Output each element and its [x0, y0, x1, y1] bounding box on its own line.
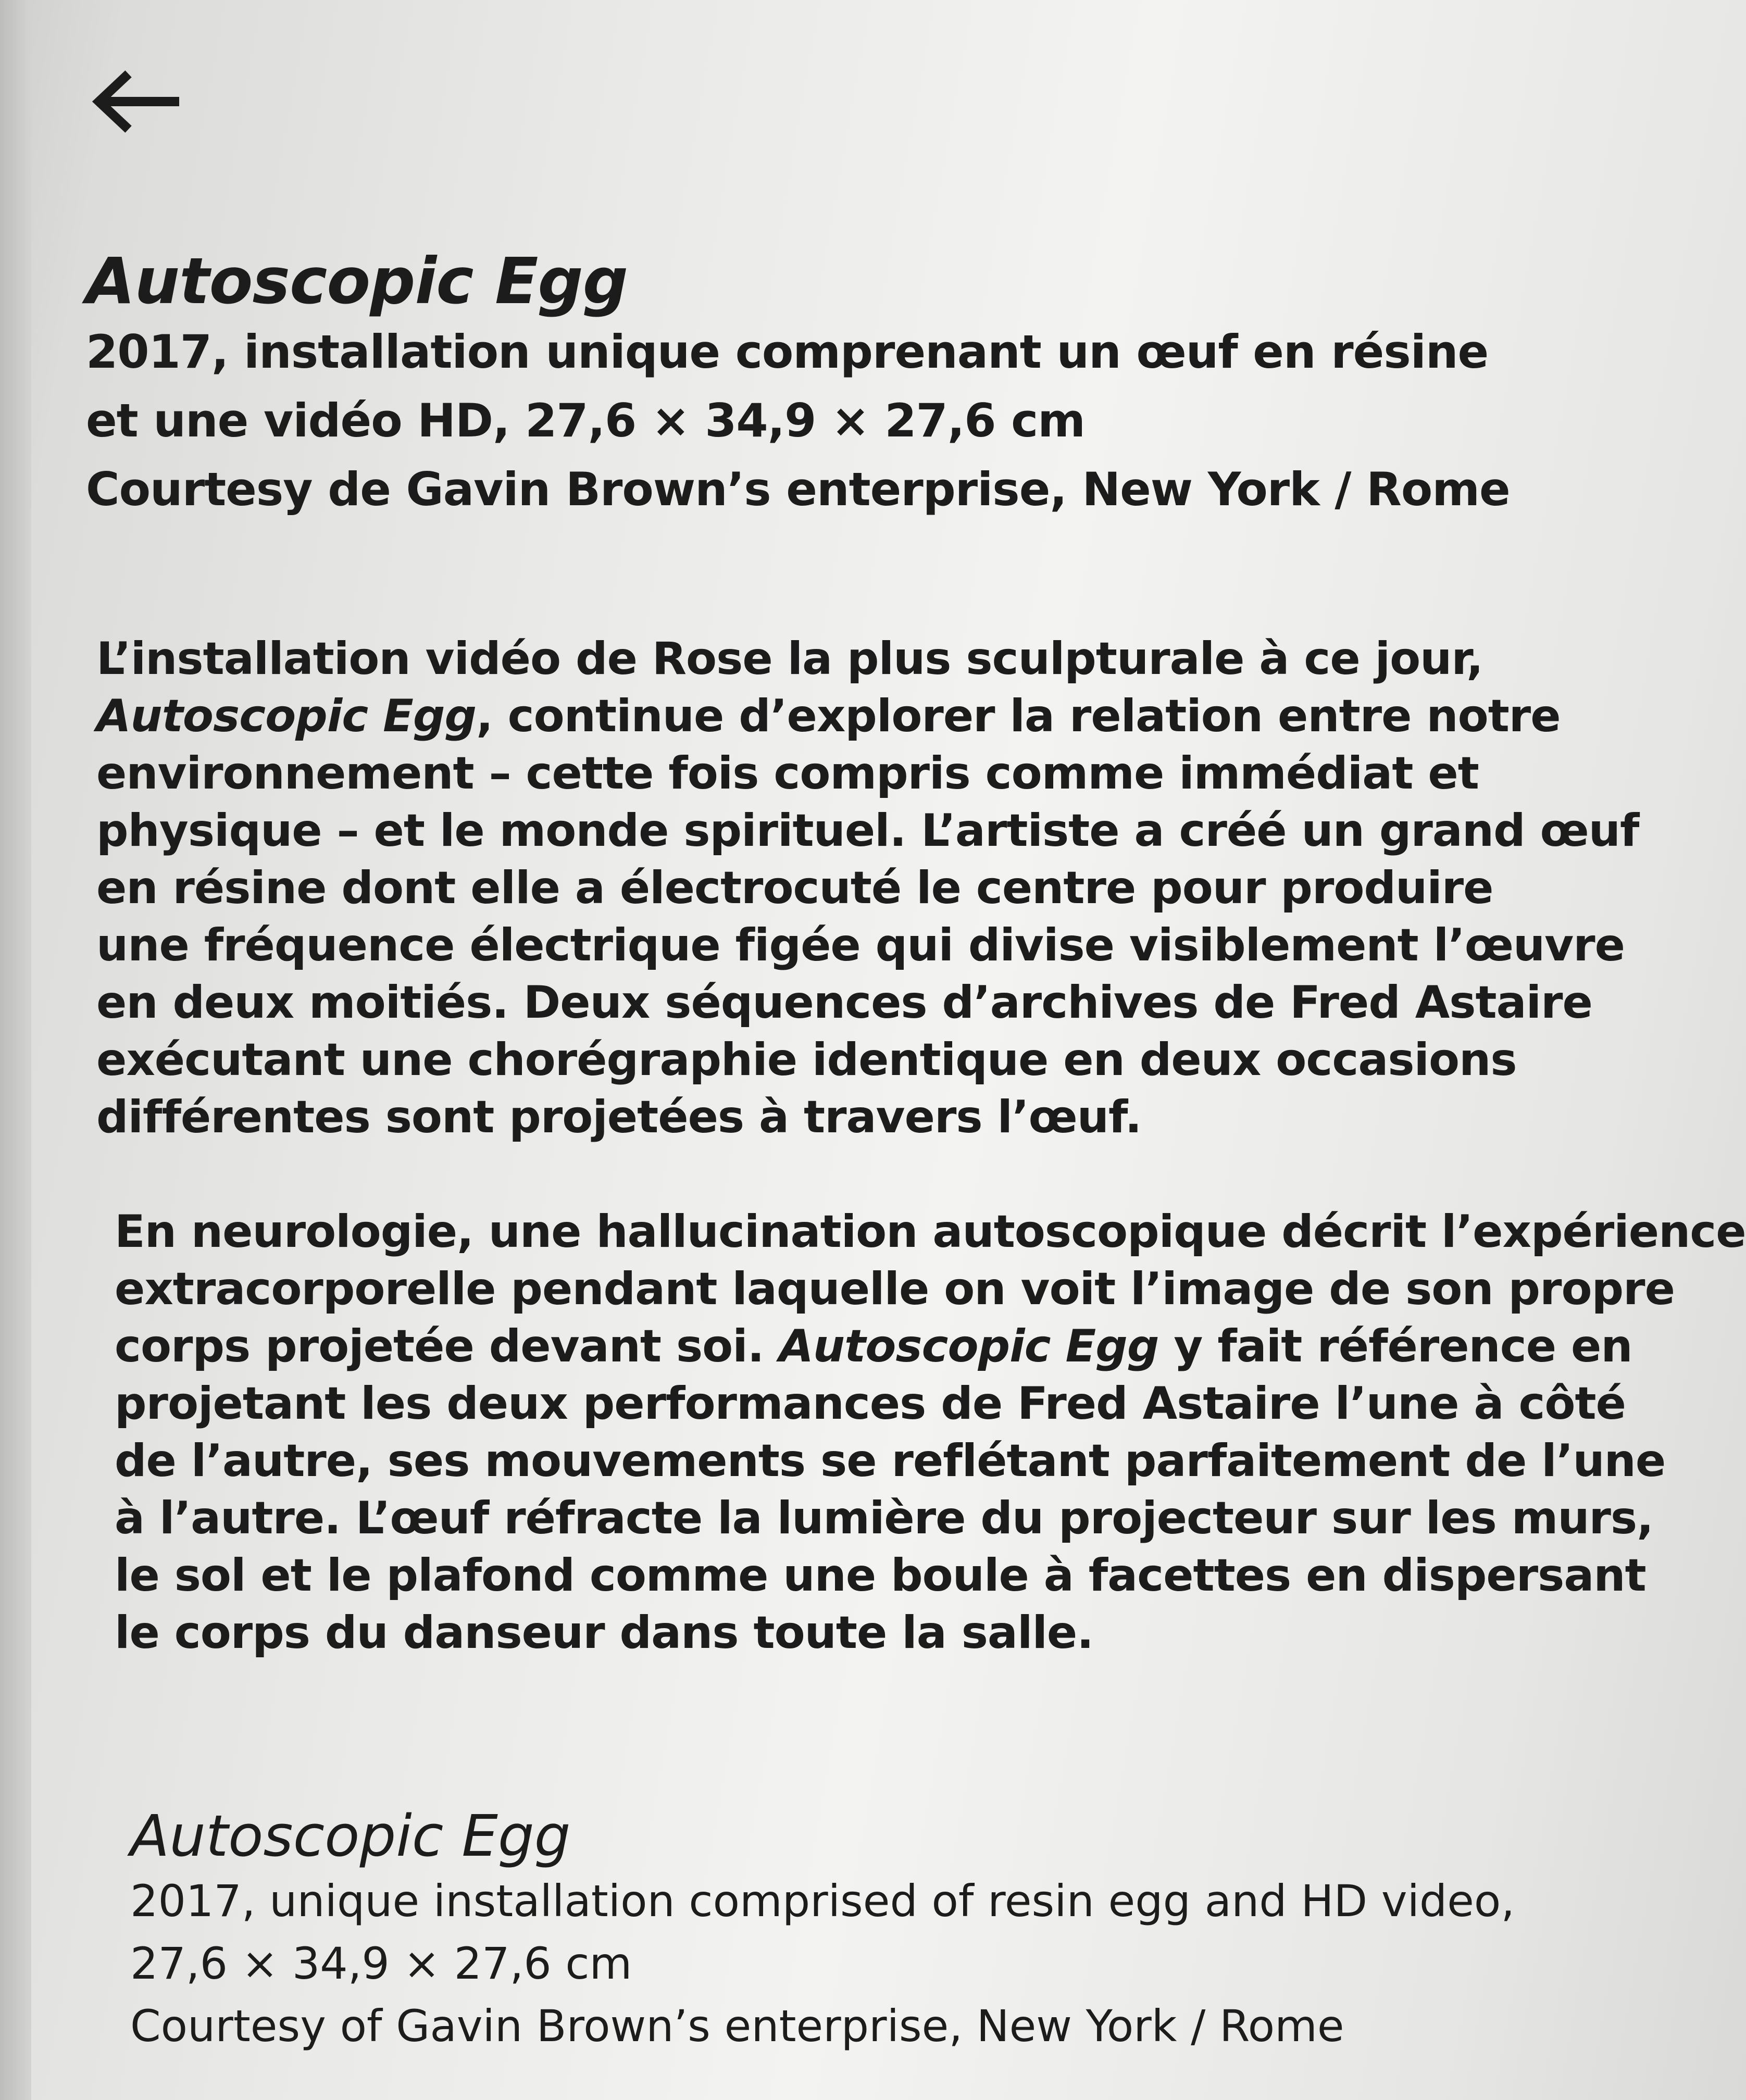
text-line: de l’autre, ses mouvements se reflétant parfaitement de l’une: [115, 1435, 1666, 1487]
text-line: différentes sont projetées à travers l’œuf.: [96, 1091, 1142, 1143]
text-line: en deux moitiés. Deux séquences d’archives de Fred Astaire: [96, 977, 1592, 1029]
inline-title: Autoscopic Egg: [779, 1320, 1159, 1372]
text-line: en résine dont elle a électrocuté le centre pour produire: [96, 862, 1493, 914]
text-fragment: corps projetée devant soi.: [115, 1320, 779, 1372]
meta-line: 2017, installation unique comprenant un œuf en résine: [86, 325, 1489, 379]
text-line: projetant les deux performances de Fred Astaire l’une à côté: [115, 1378, 1626, 1430]
text-fragment: y fait référence en: [1158, 1320, 1632, 1372]
english-header: [130, 1802, 1515, 2057]
text-line: [96, 688, 1639, 745]
text-line: à l’autre. L’œuf réfracte la lumière du projecteur sur les murs,: [115, 1492, 1653, 1544]
text-line: environnement – cette fois compris comme immédiat et: [96, 747, 1479, 799]
meta-line: 27,6 × 34,9 × 27,6 cm: [130, 1938, 632, 1989]
text-line: En neurologie, une hallucination autoscopique décrit l’expérience: [115, 1206, 1746, 1258]
artwork-title-en: Autoscopic Egg: [130, 1803, 571, 1869]
text-line: extracorporelle pendant laquelle on voit l’image de son propre: [115, 1263, 1675, 1315]
text-line: le sol et le plafond comme une boule à facettes en dispersant: [115, 1549, 1646, 1602]
description-paragraph-1: [96, 630, 1639, 1146]
text-line: [115, 1318, 1746, 1375]
text-line: L’installation vidéo de Rose la plus sculpturale à ce jour,: [96, 633, 1483, 685]
inline-title: Autoscopic Egg: [96, 690, 477, 742]
text-line: le corps du danseur dans toute la salle.: [115, 1607, 1093, 1659]
text-line: une fréquence électrique figée qui divise visiblement l’œuvre: [96, 919, 1625, 971]
arrow-left-icon: [86, 68, 180, 135]
artwork-title-fr: Autoscopic Egg: [86, 244, 628, 318]
text-fragment: , continue d’explorer la relation entre notre: [476, 690, 1561, 742]
artwork-meta-fr: [86, 318, 1510, 524]
artwork-meta-en: [130, 1870, 1515, 2057]
meta-line: Courtesy of Gavin Brown’s enterprise, New York / Rome: [130, 2001, 1344, 2052]
meta-line: Courtesy de Gavin Brown’s enterprise, New York / Rome: [86, 463, 1510, 516]
description-paragraph-2: [115, 1203, 1746, 1661]
text-line: exécutant une chorégraphie identique en deux occasions: [96, 1034, 1517, 1086]
french-header: [86, 245, 1510, 524]
meta-line: et une vidéo HD, 27,6 × 34,9 × 27,6 cm: [86, 394, 1085, 447]
text-line: physique – et le monde spirituel. L’artiste a créé un grand œuf: [96, 805, 1639, 857]
meta-line: 2017, unique installation comprised of resin egg and HD video,: [130, 1876, 1515, 1927]
